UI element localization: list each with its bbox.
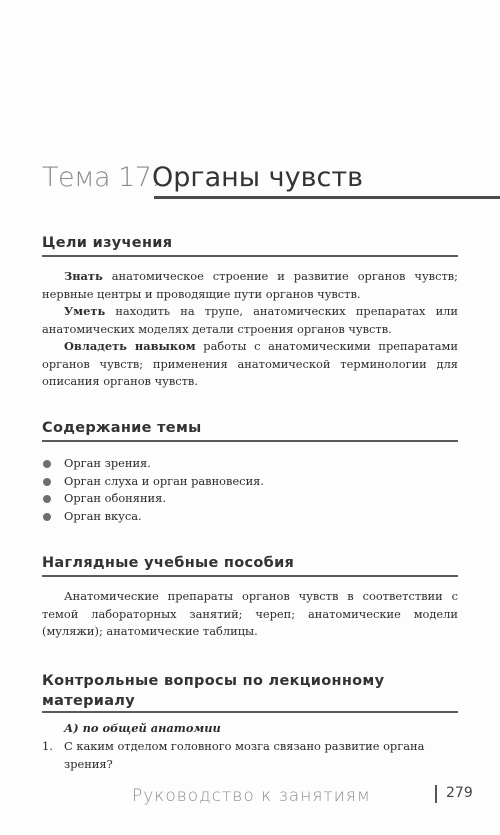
- goal-can: [42, 303, 458, 338]
- bullet-icon: [43, 460, 51, 468]
- goal-can-text: находить на трупе, анатомических препаратах или анатомических моделях детали строения органов чувств.: [42, 304, 458, 336]
- goal-know: [42, 268, 458, 303]
- content-list: [42, 455, 458, 525]
- bullet-icon: [43, 513, 51, 521]
- list-item-text: Орган зрения.: [64, 456, 151, 470]
- goal-know-text: анатомическое строение и развитие органов чувств; нервные центры и проводящие пути органов чувств.: [42, 269, 458, 301]
- list-item-text: Орган обоняния.: [64, 491, 166, 505]
- goals-heading: Цели изучения: [42, 235, 173, 251]
- questions-heading-line1: Контрольные вопросы по лекционному: [42, 673, 385, 689]
- list-item: [42, 455, 458, 473]
- questions-heading: [42, 671, 384, 711]
- list-item-text: Орган слуха и орган равновесия.: [64, 473, 264, 488]
- topic-number: Тема 17.: [42, 162, 160, 193]
- goal-know-label: Знать: [64, 269, 103, 283]
- aids-heading: Наглядные учебные пособия: [42, 555, 295, 571]
- footer-divider: [435, 785, 437, 803]
- goals-heading-rule: [42, 255, 458, 257]
- topic-header: [42, 160, 462, 200]
- content-heading-rule: [42, 440, 458, 442]
- bullet-icon: [43, 478, 51, 486]
- question-number: 1.: [42, 739, 53, 753]
- page-number: 279: [446, 785, 473, 801]
- questions-heading-rule: [42, 711, 458, 713]
- goals-text: [42, 268, 458, 391]
- goal-master: [42, 338, 458, 391]
- content-heading: Содержание темы: [42, 420, 202, 436]
- goal-master-label: Овладеть навыком: [64, 339, 196, 353]
- list-item-text: Орган вкуса.: [64, 508, 142, 523]
- question-item: [42, 738, 458, 773]
- questions-heading-line2: материалу: [42, 693, 135, 709]
- topic-title-underline: [154, 196, 500, 199]
- list-item: [42, 508, 458, 526]
- goal-can-label: Уметь: [64, 304, 106, 318]
- list-item: [42, 490, 458, 508]
- question-text: С каким отделом головного мозга связано развитие органа зрения?: [64, 739, 425, 771]
- running-title: Руководство к занятиям: [132, 786, 371, 806]
- topic-title: Органы чувств: [152, 162, 364, 193]
- aids-heading-rule: [42, 575, 458, 577]
- aids-text: [42, 588, 458, 641]
- aids-paragraph: Анатомические препараты органов чувств в соответствии с темой лабораторных занятий; череп; анатомические модели (муляжи); анатомические таблицы.: [42, 589, 458, 638]
- bullet-icon: [43, 495, 51, 503]
- list-item: [42, 473, 458, 491]
- questions-subheading: А) по общей анатомии: [64, 721, 221, 735]
- goal-master-text: работы с анатомическими препаратами органов чувств; применения анатомической терминологии для описания органов чувств.: [42, 339, 458, 388]
